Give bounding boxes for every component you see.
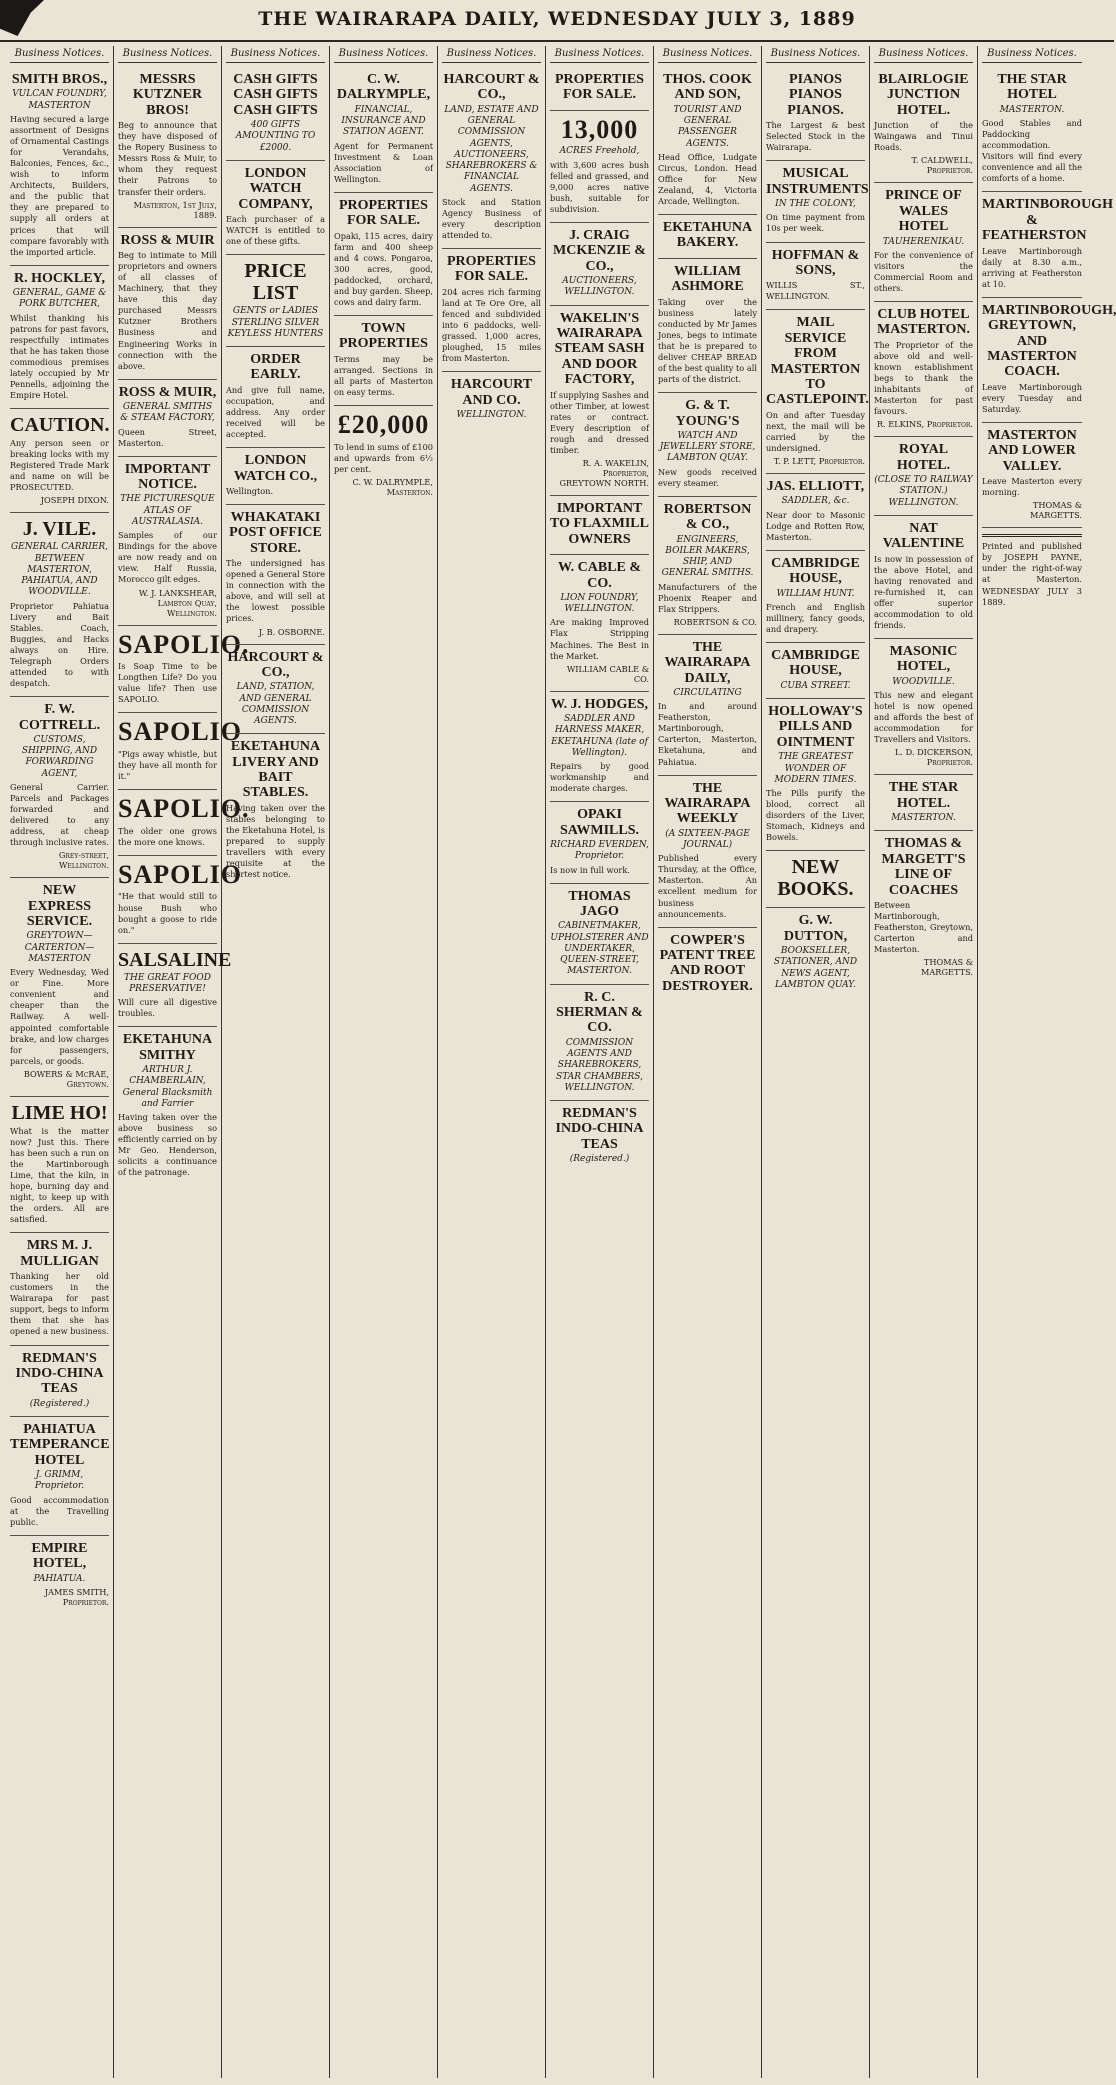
ad-heading: PIANOS PIANOS PIANOS.	[787, 72, 844, 118]
advertisement	[766, 908, 865, 997]
column-header: Business Notices.	[334, 46, 433, 63]
ad-heading: MASTERTON AND LOWER VALLEY.	[987, 427, 1077, 474]
advertisement	[10, 409, 109, 513]
ad-signature: T. P. LETT, Proprietor.	[773, 456, 865, 467]
ad-body: Good accommodation at the Travelling public.	[10, 1494, 109, 1527]
ad-body: Published every Thursday, at the Office, Masterton. An excellent medium for business announcements.	[658, 853, 757, 919]
ad-subheading: TAUHERENIKAU.	[882, 236, 965, 247]
ad-signature: THOMAS & MARGETTS.	[921, 957, 973, 978]
ad-body: "Pigs away whistle, but they have all month for it."	[118, 748, 217, 782]
ad-subheading: TOURIST AND GENERAL PASSENGER AGENTS.	[673, 104, 742, 149]
advertisement	[874, 516, 973, 639]
ad-subheading: THE GREATEST WONDER OF MODERN TIMES.	[774, 752, 857, 785]
advertisement	[550, 67, 649, 111]
ad-heading: G. W. DUTTON,	[783, 913, 848, 944]
advertisement	[766, 851, 865, 908]
masthead-title: THE WAIRARAPA DAILY, WEDNESDAY JULY 3, 1889	[258, 8, 856, 30]
ad-heading: SAPOLIO	[118, 859, 243, 889]
advertisement	[118, 457, 217, 626]
ad-body: What is the matter now? Just this. There has been such a run on the Martinborough Lime, that the kiln, in hope, burning day and night, to keep up with the orders. All are satisfied.	[10, 1125, 109, 1225]
advertisement	[874, 67, 973, 183]
column-header: Business Notices.	[766, 46, 865, 63]
ad-body: The undersigned has opened a General Store in connection with the above, and will sell at the lowest possible prices.	[226, 558, 325, 624]
ad-body: Any person seen or breaking locks with my Registered Trade Mark and name on will be PROSECUTED.	[10, 438, 109, 493]
ad-subheading: ENGINEERS, BOILER MAKERS, SHIP, AND GENERAL SMITHS.	[661, 534, 754, 579]
column-5	[438, 46, 546, 2078]
ad-heading: HARCOURT & CO.,	[227, 649, 324, 680]
masthead	[0, 0, 1114, 42]
ad-body: The Pills purify the blood, correct all disorders of the Liver, Stomach, Kidneys and Bowels.	[766, 788, 865, 843]
ad-heading: NEW BOOKS.	[777, 856, 854, 901]
ad-heading: LIME HO!	[11, 1101, 108, 1124]
advertisement	[118, 228, 217, 380]
ad-heading: NEW EXPRESS SERVICE.	[26, 883, 93, 930]
column-header: Business Notices.	[118, 46, 217, 63]
ad-body: For the convenience of visitors the Commercial Room and others.	[874, 249, 973, 293]
advertisement	[550, 223, 649, 306]
ad-signature: JAMES SMITH, Proprietor.	[44, 1586, 109, 1607]
ad-body: New goods received every steamer.	[658, 466, 757, 488]
column-header: Business Notices.	[442, 46, 541, 63]
ad-subheading: GREYTOWN—CARTERTON—MASTERTON	[24, 931, 95, 964]
column-9	[870, 46, 978, 2078]
ad-body: Terms may be arranged. Sections in all parts of Masterton on easy terms.	[334, 353, 433, 397]
ad-heading: THOMAS JAGO	[568, 888, 631, 919]
ad-heading: F. W. COTTRELL.	[18, 702, 101, 733]
ad-subheading: AUCTIONEERS, WELLINGTON.	[562, 276, 637, 298]
ad-body: Whilst thanking his patrons for past favors, respectfully intimates that he has taken those commodious premises lately occupied by Mr Pennells, adjoining the Empire Hotel.	[10, 312, 109, 401]
ad-body: Every Wednesday, Wed or Fine. More convenient and cheaper than the Railway. A well-appointed comfortable brake, and low charges for passengers, parcels, or goods.	[10, 967, 109, 1066]
advertisement	[118, 856, 243, 944]
advertisement	[982, 298, 1116, 423]
ad-body: Each purchaser of a WATCH is entitled to one of these gifts.	[226, 214, 325, 247]
advertisement	[658, 635, 757, 776]
ad-body: In and around Featherston, Martinborough, Carterton, Masterton, Eketahuna, and Pahiatua.	[658, 701, 757, 767]
ad-body: The older one grows the more one knows.	[118, 825, 217, 847]
ad-body: Having taken over the above business so efficiently carried on by Mr Geo. Henderson, solicits a continuance of the patronage.	[118, 1112, 218, 1178]
ad-body: On time payment from 10s per week.	[766, 212, 865, 234]
ad-heading: R. HOCKLEY,	[14, 270, 105, 286]
ad-body: Is now in full work.	[550, 864, 630, 875]
ad-signature: R. ELKINS, Proprietor.	[876, 419, 973, 430]
ad-heading: 13,000	[560, 114, 639, 144]
ad-body: Is Soap Time to be Longthen Life? Do you value life? Then use SAPOLIO.	[118, 661, 217, 705]
ad-body: Near door to Masonic Lodge and Rotten Row, Masterton.	[766, 509, 865, 542]
advertisement	[226, 645, 325, 735]
ad-heading: IMPORTANT TO FLAXMILL OWNERS	[550, 500, 649, 547]
ad-body: Taking over the business lately conducted by Mr James Jones, begs to intimate that he is prepared to deliver CHEAP BREAD of the best quality to all parts of the district.	[658, 296, 757, 385]
ad-subheading: PAHIATUA.	[33, 1573, 86, 1584]
ad-subheading: LAND, ESTATE AND GENERAL COMMISSION AGENTS, AUCTIONEERS, SHAREBROKERS & FINANCIAL AGENTS.	[444, 104, 539, 194]
ad-heading: JAS. ELLIOTT,	[766, 479, 865, 495]
ad-subheading: 400 GIFTS AMOUNTING TO £2000.	[235, 120, 316, 153]
ad-subheading: BOOKSELLER, STATIONER, AND NEWS AGENT, LAMBTON QUAY.	[773, 946, 858, 990]
column-6	[546, 46, 654, 2078]
column-10	[978, 46, 1116, 2078]
ad-heading: THE WAIRARAPA DAILY,	[664, 639, 751, 686]
ad-heading: W. CABLE & CO.	[557, 560, 642, 591]
advertisement	[766, 551, 865, 643]
ad-heading: OPAKI SAWMILLS.	[560, 807, 639, 838]
advertisement	[10, 266, 109, 409]
ad-heading: THE STAR HOTEL.	[888, 780, 959, 811]
advertisement	[10, 67, 109, 266]
column-3	[222, 46, 330, 2078]
ad-heading: ROSS & MUIR	[120, 232, 215, 248]
footer-imprint: Printed and published by JOSEPH PAYNE, under the right-of-way at Masterton. WEDNESDAY JULY 3 1889.	[982, 534, 1082, 607]
advertisement	[118, 1027, 217, 1185]
advertisement	[550, 884, 649, 985]
advertisement	[766, 161, 869, 242]
ad-signature: Grey-street, Wellington.	[58, 850, 109, 871]
ad-body: Thanking her old customers in the Wairarapa for past support, begs to inform them that she has opened a new business.	[10, 1271, 109, 1337]
ad-subheading: (Registered.)	[569, 1154, 630, 1165]
advertisement	[226, 255, 325, 347]
ad-subheading: WILLIAM HUNT.	[776, 588, 855, 599]
advertisement	[442, 249, 541, 372]
ad-body: with 3,600 acres bush felled and grassed, and 9,000 acres native bush, suitable for subdivision.	[550, 159, 649, 214]
ad-heading: EKETAHUNA LIVERY AND BAIT STABLES.	[230, 739, 321, 801]
advertisement	[118, 790, 250, 856]
ad-heading: MRS M. J. MULLIGAN	[20, 1238, 99, 1269]
advertisement	[874, 302, 973, 437]
ad-body: Head Office, Ludgate Circus, London. Head Office for New Zealand, 4, Victoria Arcade, Wellington.	[658, 151, 757, 207]
ad-body: On and after Tuesday next, the mail will be carried by the undersigned.	[766, 409, 865, 453]
ad-signature: W. J. LANKSHEAR, Lambton Quay, Wellington.	[138, 587, 217, 618]
ad-subheading: IN THE COLONY,	[775, 199, 856, 210]
ad-subheading: J. GRIMM, Proprietor.	[34, 1470, 85, 1492]
ad-heading: LONDON WATCH COMPANY,	[238, 165, 313, 212]
ad-body: Manufacturers of the Phoenix Reaper and Flax Strippers.	[658, 581, 757, 614]
ad-heading: SMITH BROS.,	[11, 72, 108, 87]
advertisement	[10, 513, 109, 697]
ad-heading: THE WAIRARAPA WEEKLY	[664, 780, 751, 827]
advertisement	[226, 161, 325, 255]
ad-heading: SAPOLIO	[118, 717, 243, 747]
ad-subheading: VULCAN FOUNDRY, MASTERTON	[12, 89, 107, 111]
advertisement	[766, 243, 865, 311]
ad-heading: ROBERTSON & CO.,	[663, 501, 752, 533]
ad-subheading: GENERAL, GAME & PORK BUTCHER,	[12, 288, 107, 310]
ad-heading: WILLIAM ASHMORE	[671, 263, 744, 295]
ad-body: Beg to intimate to Mill proprietors and owners of all classes of Machinery, that they have this day purchased Messrs Kutzner Brothers Business and Engineering Works in connection with the above.	[118, 250, 217, 371]
ad-heading: HARCOURT AND CO.	[450, 377, 533, 408]
ad-subheading: GENTS or LADIES STERLING SILVER KEYLESS HUNTERS	[227, 306, 324, 339]
advertisement	[10, 1346, 109, 1417]
ad-body: Agent for Permanent Investment & Loan Association of Wellington.	[334, 140, 433, 184]
ad-subheading: THE GREAT FOOD PRESERVATIVE!	[124, 972, 211, 994]
advertisement	[658, 776, 757, 928]
advertisement	[550, 306, 649, 496]
ad-heading: THOS. COOK AND SON,	[663, 72, 752, 103]
ad-body: Opaki, 115 acres, dairy farm and 400 sheep and 4 cows. Pongaroa, 300 acres, good, paddocked, orchard, and buy garden. Sheep, cows and dairy farm.	[334, 230, 433, 307]
ad-subheading: (A SIXTEEN-PAGE JOURNAL)	[665, 828, 750, 850]
ad-heading: ROSS & MUIR,	[118, 384, 217, 400]
advertisement	[226, 448, 325, 505]
advertisement	[334, 316, 433, 406]
ad-heading: SALSALINE	[118, 948, 232, 971]
ad-heading: THE STAR HOTEL	[997, 72, 1067, 103]
advertisement	[982, 423, 1082, 528]
ad-heading: PROPERTIES FOR SALE.	[447, 254, 536, 285]
ad-body: 204 acres rich farming land at Te Ore Ore, all fenced and subdivided into 6 paddocks, well-grassed. 1,000 acres, ploughed, 15 miles from Masterton.	[442, 286, 541, 364]
ad-body: Beg to announce that they have disposed of the Ropery Business to Messrs Ross & Muir, to whom they request their Patrons to transfer their orders.	[118, 120, 217, 197]
ad-heading: MAIL SERVICE FROM MASTERTON TO CASTLEPOINT.	[766, 315, 869, 408]
ad-subheading: GENERAL CARRIER, BETWEEN MASTERTON, PAHIATUA, AND WOODVILLE.	[10, 542, 109, 598]
advertisement	[766, 643, 865, 699]
ad-subheading: SADDLER, &c.	[781, 496, 850, 507]
ad-heading: J. VILE.	[22, 518, 97, 541]
ad-body: The Proprietor of the above old and well-known establishment begs to thank the inhabitants of Masterton for past favours.	[874, 339, 973, 417]
ad-subheading: WATCH AND JEWELLERY STORE, LAMBTON QUAY.	[659, 430, 756, 464]
ad-body: Junction of the Waingawa and Tinui Roads.	[874, 120, 973, 153]
advertisement	[550, 111, 649, 223]
ad-heading: ORDER EARLY.	[250, 352, 301, 383]
column-header: Business Notices.	[658, 46, 757, 63]
ad-heading: SAPOLIO.	[118, 629, 250, 659]
ad-subheading: RICHARD EVERDEN, Proprietor.	[550, 840, 649, 862]
ad-body: The Largest & best Selected Stock in the Wairarapa.	[766, 120, 865, 153]
advertisement	[226, 67, 325, 161]
ad-heading: EKETAHUNA BAKERY.	[662, 220, 753, 251]
advertisement	[334, 67, 433, 193]
column-1	[6, 46, 114, 2078]
ad-heading: NAT VALENTINE	[882, 520, 965, 552]
advertisement	[766, 699, 865, 851]
ad-body: If supplying Sashes and other Timber, at lowest rates or contract. Every description of rough and dressed timber.	[550, 389, 649, 455]
ad-signature: Masterton, 1st July, 1889.	[133, 199, 217, 220]
advertisement	[10, 1233, 109, 1345]
column-7	[654, 46, 762, 2078]
ad-subheading: FINANCIAL, INSURANCE AND STATION AGENT.	[341, 104, 426, 138]
ad-subheading: ACRES Freehold,	[559, 146, 640, 157]
ad-heading: PRICE LIST	[244, 260, 307, 305]
ad-heading: MARTINBOROUGH & FEATHERSTON	[982, 197, 1113, 244]
advertisement	[874, 183, 973, 302]
ad-heading: ROYAL HOTEL.	[896, 442, 951, 473]
ad-body: Repairs by good workmanship and moderate charges.	[550, 761, 649, 794]
ad-signature: THOMAS & MARGETTS.	[1030, 500, 1082, 521]
advertisement	[982, 67, 1082, 192]
ad-body: Leave Martinborough every Tuesday and Saturday.	[982, 381, 1082, 414]
advertisement	[442, 372, 541, 427]
advertisement	[442, 67, 541, 249]
ad-subheading: CUSTOMS, SHIPPING, AND FORWARDING AGENT,	[21, 734, 98, 779]
ad-heading: PROPERTIES FOR SALE.	[339, 197, 428, 229]
ad-body: Leave Masterton every morning.	[982, 476, 1082, 498]
ad-body: Samples of our Bindings for the above are now ready and on view. Half Russia, Morocco gilt edges.	[118, 530, 217, 585]
ad-subheading: MASTERTON.	[891, 813, 956, 824]
ad-heading: CAUTION.	[10, 414, 110, 437]
ad-subheading: GENERAL SMITHS & STEAM FACTORY,	[120, 402, 215, 424]
ad-heading: CLUB HOTEL MASTERTON.	[877, 307, 970, 338]
ad-subheading: WELLINGTON.	[456, 410, 527, 421]
ad-heading: PROPERTIES FOR SALE.	[555, 72, 644, 103]
ad-subheading: THE PICTURESQUE ATLAS OF AUSTRALASIA.	[120, 494, 215, 527]
advertisement	[226, 734, 325, 887]
advertisement	[118, 626, 250, 714]
ad-body: To lend in sums of £100 and upwards from 6½ per cent.	[334, 441, 433, 474]
ad-subheading: (CLOSE TO RAILWAY STATION.) WELLINGTON.	[874, 475, 973, 508]
ad-heading: MASONIC HOTEL,	[889, 644, 958, 675]
advertisement	[10, 1536, 109, 1614]
ad-subheading: LION FOUNDRY, WELLINGTON.	[560, 592, 639, 615]
ad-heading: SAPOLIO.	[118, 794, 250, 824]
ad-body: Having taken over the stables belonging to the Eketahuna Hotel, is prepared to supply travellers with every requisite at the shortest notice.	[226, 802, 325, 880]
advertisement	[334, 406, 433, 504]
advertisement	[658, 215, 757, 259]
advertisement	[550, 496, 649, 555]
ad-signature: BOWERS & McRAE, Greytown.	[23, 1068, 109, 1089]
ad-subheading: CIRCULATING	[673, 687, 742, 698]
advertisement	[874, 437, 973, 516]
advertisement	[118, 380, 217, 457]
ad-body: Stock and Station Agency Business of every description attended to.	[442, 196, 541, 240]
ad-signature: T. CALDWELL, Proprietor.	[911, 155, 973, 176]
column-header: Business Notices.	[226, 46, 325, 63]
ad-heading: MUSICAL INSTRUMENTS	[766, 166, 869, 197]
ad-heading: MARTINBOROUGH, GREYTOWN, AND MASTERTON COACH.	[982, 302, 1116, 380]
newspaper-page	[6, 46, 1116, 2078]
ad-body: Having secured a large assortment of Designs of Ornamental Castings for Verandahs, Balconies, Fences, &c., wish to inform Architects, Builders, and the public that they are prepared to supply all orders at prices that will compare favorably with the imported article.	[10, 113, 109, 257]
ad-signature: ROBERTSON & CO.	[673, 616, 757, 627]
ad-heading: PAHIATUA TEMPERANCE HOTEL	[10, 1421, 110, 1468]
ad-body: "He that would still to house Bush who bought a goose to ride on."	[118, 891, 217, 935]
ad-subheading: CABINETMAKER, UPHOLSTERER AND UNDERTAKER, QUEEN-STREET, MASTERTON.	[550, 921, 649, 977]
ad-heading: W. J. HODGES,	[550, 696, 649, 712]
column-header: Business Notices.	[550, 46, 649, 63]
advertisement	[10, 1097, 109, 1234]
ad-heading: THOMAS & MARGETT'S LINE OF COACHES	[881, 836, 966, 898]
ad-subheading: COMMISSION AGENTS AND SHAREBROKERS, STAR CHAMBERS, WELLINGTON.	[556, 1037, 643, 1093]
ad-body: Wellington.	[226, 485, 274, 496]
ad-subheading: SADDLER AND HARNESS MAKER, EKETAHUNA (late of Wellington).	[551, 714, 648, 758]
ad-heading: REDMAN'S INDO-CHINA TEAS	[15, 1350, 104, 1397]
advertisement	[118, 944, 232, 1028]
ad-heading: C. W. DALRYMPLE,	[336, 72, 431, 103]
advertisement	[550, 985, 649, 1101]
advertisement	[334, 193, 433, 316]
ad-heading: G. & T. YOUNG'S	[675, 398, 740, 429]
column-4	[330, 46, 438, 2078]
ad-heading: WHAKATAKI POST OFFICE STORE.	[229, 509, 322, 556]
ad-heading: COWPER'S PATENT TREE AND ROOT DESTROYER.	[659, 932, 756, 994]
advertisement	[874, 831, 973, 984]
ad-body: And give full name, occupation, and address. Any order received will be accepted.	[226, 384, 325, 440]
advertisement	[226, 505, 325, 645]
ad-subheading: (Registered.)	[29, 1398, 90, 1409]
ad-heading: LONDON WATCH CO.,	[233, 453, 318, 484]
ad-body: French and English millinery, fancy goods, and drapery.	[766, 601, 865, 634]
ad-signature: WILLIAM CABLE & CO.	[566, 663, 649, 684]
advertisement	[874, 639, 973, 775]
advertisement	[658, 928, 757, 1002]
ad-heading: EMPIRE HOTEL,	[31, 1540, 88, 1572]
ad-body: WILLIS ST., WELLINGTON.	[766, 280, 865, 302]
advertisement	[982, 192, 1113, 297]
ad-signature: J. B. OSBORNE.	[258, 626, 325, 637]
ad-body: General Carrier. Parcels and Packages forwarded and delivered to any address, at cheap through inclusive rates.	[10, 781, 109, 848]
ad-heading: CAMBRIDGE HOUSE,	[771, 648, 860, 679]
column-2	[114, 46, 250, 2078]
advertisement	[766, 310, 869, 474]
advertisement	[10, 878, 109, 1096]
advertisement	[766, 474, 865, 551]
ad-heading: HOLLOWAY'S PILLS AND OINTMENT	[768, 704, 863, 750]
advertisement	[10, 697, 109, 878]
column-8	[762, 46, 870, 2078]
ad-signature: L. D. DICKERSON, Proprietor.	[894, 747, 973, 768]
advertisement	[118, 67, 217, 228]
ad-subheading: CUBA STREET.	[780, 680, 851, 691]
advertisement	[226, 347, 325, 448]
advertisement	[658, 393, 757, 497]
advertisement	[874, 775, 973, 831]
ad-heading: EKETAHUNA SMITHY	[122, 1032, 213, 1063]
advertisement	[658, 67, 757, 215]
ad-body: Queen Street, Masterton.	[118, 426, 217, 448]
ad-heading: HARCOURT & CO.,	[443, 72, 540, 103]
ad-heading: WAKELIN'S WAIRARAPA STEAM SASH AND DOOR FACTORY,	[554, 310, 645, 388]
advertisement	[10, 1417, 109, 1536]
advertisement	[550, 555, 649, 692]
ad-subheading: LAND, STATION, AND GENERAL COMMISSION AGENTS.	[236, 682, 315, 727]
ad-subheading: MASTERTON.	[999, 104, 1065, 115]
ad-heading: IMPORTANT NOTICE.	[124, 461, 211, 493]
advertisement	[118, 713, 243, 790]
ad-heading: R. C. SHERMAN & CO.	[556, 989, 643, 1036]
ad-body: Proprietor Pahiatua Livery and Bait Stables. Coach, Buggies, and Hacks always on Hire. Telegraph Orders attended to with despatch.	[10, 600, 109, 689]
ad-body: Will cure all digestive troubles.	[118, 997, 217, 1019]
column-header: Business Notices.	[982, 46, 1082, 63]
ad-heading: CASH GIFTS CASH GIFTS CASH GIFTS	[233, 72, 318, 118]
ad-heading: HOFFMAN & SONS,	[771, 247, 860, 278]
ad-signature: C. W. DALRYMPLE, Masterton.	[352, 476, 433, 497]
ad-heading: PRINCE OF WALES HOTEL	[885, 188, 962, 235]
ad-heading: REDMAN'S INDO-CHINA TEAS	[555, 1106, 644, 1152]
ad-signature: R. A. WAKELIN, Proprietor, GREYTOWN NORTH.	[559, 457, 649, 488]
column-header: Business Notices.	[10, 46, 109, 63]
ad-body: This new and elegant hotel is now opened and affords the best of accommodation for Travellers and Visitors.	[874, 690, 973, 745]
ad-body: Between Martinborough, Featherston, Greytown, Carterton and Masterton.	[874, 899, 973, 955]
advertisement	[658, 259, 757, 393]
advertisement	[658, 497, 757, 635]
ad-heading: £20,000	[337, 410, 430, 440]
ad-body: Is now in possession of the above Hotel, and having renovated and re-furnished it, can offer superior accommodation to old friends.	[874, 553, 973, 630]
advertisement	[766, 67, 865, 161]
ad-heading: J. CRAIG MCKENZIE & CO.,	[553, 227, 646, 274]
advertisement	[550, 802, 649, 883]
ad-heading: CAMBRIDGE HOUSE,	[771, 555, 860, 587]
ad-heading: BLAIRLOGIE JUNCTION HOTEL.	[878, 72, 969, 118]
ad-subheading: ARTHUR J. CHAMBERLAIN, General Blacksmith and Farrier	[122, 1065, 213, 1109]
ad-signature: JOSEPH DIXON.	[40, 495, 109, 506]
ad-body: Good Stables and Paddocking accommodation. Visitors will find every convenience and all the comforts of a home.	[982, 118, 1082, 184]
advertisement	[550, 692, 649, 803]
ad-body: Leave Martinborough daily at 8.30 a.m., arriving at Featherston at 10.	[982, 245, 1082, 289]
ad-body: Are making Improved Flax Stripping Machines. The Best in the Market.	[550, 617, 649, 661]
advertisement	[550, 1101, 649, 1171]
column-header: Business Notices.	[874, 46, 973, 63]
ad-heading: TOWN PROPERTIES	[339, 321, 428, 352]
ad-heading: MESSRS KUTZNER BROS!	[132, 72, 203, 118]
ad-subheading: WOODVILLE.	[892, 676, 955, 687]
